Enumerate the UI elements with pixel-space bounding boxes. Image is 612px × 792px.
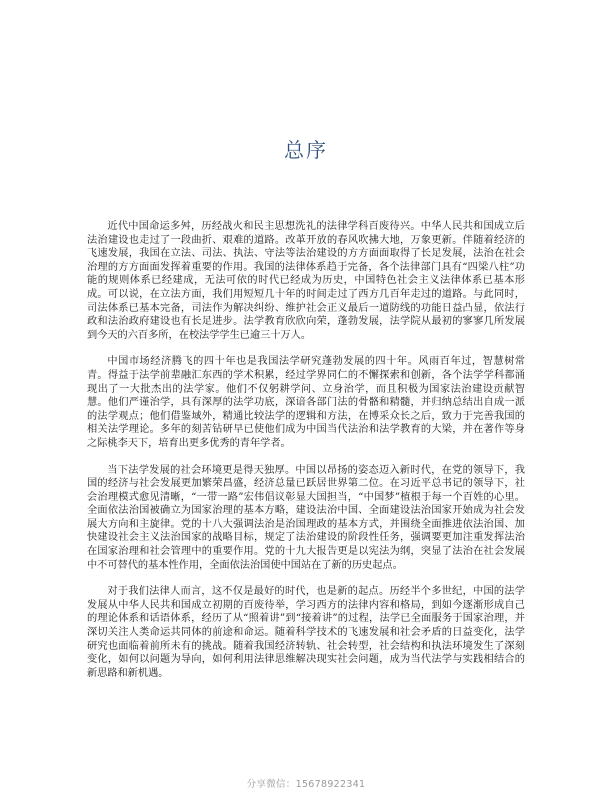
page-title: 总序	[284, 138, 328, 162]
paragraph-4: 对于我们法律人而言，这不仅是最好的时代，也是新的起点。历经半个多世纪，中国的法学发展从中华人民共和国成立初期的百废待举，学习西方的法律内容和格局，到如今逐渐形成自己的理论体系和话语体系，经历了从“照着讲”到“接着讲”的过程，法学已全面服务于国家治理，并深切关注人类命运共同体的前途和命运。随着科学技术的飞速发展和社会矛盾的日益变化，法学研究也面临着前所未有的挑战。随着我国经济转轨、社会转型，社会结构和执法环境发生了深刻变化，如何以问题为导向，如何利用法律思维解决现实社会问题，成为当代法学与实践相结合的新思路和新机遇。	[87, 586, 525, 679]
paragraph-3: 当下法学发展的社会环境更是得天独厚。中国以昂扬的姿态迈入新时代，在党的领导下，我国的经济与社会发展更加繁荣昌盛，经济总量已跃居世界第二位。在习近平总书记的领导下，社会治理模式愈见清晰，“一带一路”宏伟倡议彰显大国担当，“中国梦”植根于每一个百姓的心里。全面依法治国被确立为国家治理的基本方略，建设法治中国、全面建设法治国家开始成为社会发展大方向和主旋律。党的十八大强调法治是治国理政的基本方式，并围绕全面推进依法治国、加快建设社会主义法治国家的战略目标，规定了法治建设的阶段性任务，强调要更加注重发挥法治在国家治理和社会管理中的重要作用。党的十九大报告更是以宪法为纲，突显了法治在社会发展中不可替代的基本性作用，全面依法治国使中国站在了新的历史起点。	[87, 464, 525, 571]
paragraph-2: 中国市场经济腾飞的四十年也是我国法学研究蓬勃发展的四十年。风雨百年过，智慧树常青。得益于法学前辈融汇东西的学术积累，经过学界同仁的不懈探索和创新，各个法学学科都涌现出了一大批杰出的法学家。他们不仅躬耕学问、立身治学，而且积极为国家法治建设贡献智慧。他们严谨治学，具有深厚的法学功底，深谙各部门法的骨骼和精髓，并归纳总结出自成一派的法学观点；他们借鉴域外，精通比较法学的逻辑和方法，在博采众长之后，致力于完善我国的相关法学理论。多年的刻苦钻研早已使他们成为中国当代法治和法学教育的大梁，并在著作等身之际桃李天下，培育出更多优秀的青年学者。	[87, 356, 525, 449]
paragraph-1: 近代中国命运多舛，历经战火和民主思想洗礼的法律学科百废待兴。中华人民共和国成立后法治建设也走过了一段曲折、艰难的道路。改革开放的春风吹拂大地，万象更新。伴随着经济的飞速发展，我国在立法、司法、执法、守法等法治建设的方方面面取得了长足发展，法治在社会治理的方方面面发挥着重要的作用。我国的法律体系趋于完备，各个法律部门具有“四梁八柱”功能的规则体系已经建成，无法可依的时代已经成为历史，中国特色社会主义法律体系已基本形成。可以说，在立法方面，我们用短短几十年的时间走过了西方几百年走过的道路。与此同时，司法体系已基本完备，司法作为解决纠纷、维护社会正义最后一道防线的功能日益凸显，依法行政和法治政府建设也有长足进步。法学教育欣欣向荣，蓬勃发展，法学院从最初的寥寥几所发展到今天的六百多所，在校法学学生已逾三十万人。	[87, 221, 525, 341]
footer-watermark: 分享微信：15678922341	[246, 779, 366, 790]
body-text	[87, 220, 525, 693]
